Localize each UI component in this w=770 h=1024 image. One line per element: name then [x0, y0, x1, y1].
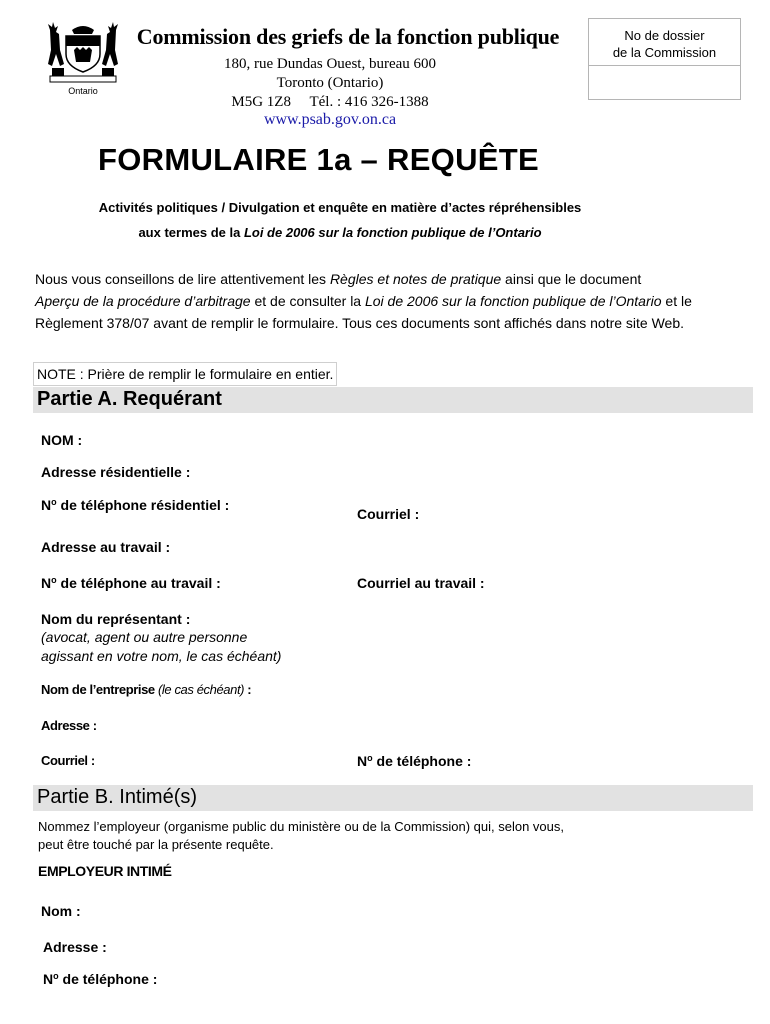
- residential-phone-label: [41, 497, 229, 513]
- respondent-phone-text: de téléphone :: [58, 971, 158, 987]
- intro-text-1: Nous vous conseillons de lire attentivement les: [35, 271, 330, 287]
- form-title: FORMULAIRE 1a – REQUÊTE: [98, 142, 539, 177]
- intro-overview-title: Aperçu de la procédure d’arbitrage: [35, 293, 251, 309]
- respondent-phone-label: [43, 971, 157, 987]
- note-box: NOTE : Prière de remplir le formulaire en entier.: [33, 362, 337, 386]
- part-a-header: [33, 387, 753, 413]
- intro-text-3: et de consulter la: [250, 293, 365, 309]
- respondent-address-label: Adresse :: [43, 939, 107, 955]
- number-abbrev: N: [41, 497, 52, 513]
- number-abbrev: N: [41, 575, 52, 591]
- crest-caption: Ontario: [68, 86, 98, 96]
- part-b-description-line2: peut être touché par la présente requête.: [38, 837, 274, 852]
- intro-rules-title: Règles et notes de pratique: [329, 271, 502, 287]
- part-b-title: Partie B. Intimé(s): [37, 786, 198, 808]
- representative-name-label: Nom du représentant :: [41, 611, 191, 627]
- nom-label: NOM :: [41, 432, 83, 448]
- part-b-description: [38, 818, 658, 854]
- company-name-colon: :: [244, 682, 252, 697]
- intro-law-title: Loi de 2006 sur la fonction publique de l’Ontario: [364, 293, 662, 309]
- number-abbrev-sup: o: [51, 497, 57, 507]
- representative-address-label: Adresse :: [41, 718, 97, 733]
- intro-paragraph: [35, 268, 705, 334]
- commission-file-number-box: [588, 18, 741, 100]
- respondent-employer-heading: EMPLOYEUR INTIMÉ: [38, 863, 172, 879]
- file-number-label-line2: de la Commission: [612, 45, 717, 60]
- intro-text-4: et le Règlement 378/07 avant de remplir le formulaire. Tous ces documents sont affichés dans notre site Web.: [35, 293, 692, 331]
- representative-email-label: Courriel :: [41, 753, 95, 768]
- representative-phone-text: de téléphone :: [372, 753, 472, 769]
- form-subtitle-1: Activités politiques / Divulgation et enquête en matière d’actes répréhensibles: [98, 200, 582, 215]
- company-name-label: [41, 682, 251, 697]
- file-number-label-line1: No de dossier: [624, 28, 705, 43]
- address-line-2: Toronto (Ontario): [276, 75, 384, 91]
- part-a-title: Partie A. Requérant: [37, 388, 222, 410]
- email-label: Courriel :: [357, 506, 420, 522]
- subtitle-prefix: aux termes de la: [138, 225, 244, 240]
- form-subtitle-2: [20, 225, 660, 240]
- residential-phone-text: de téléphone résidentiel :: [56, 497, 230, 513]
- organization-name: Commission des griefs de la fonction publique: [136, 24, 560, 49]
- work-phone-text: de téléphone au travail :: [56, 575, 221, 591]
- number-abbrev: N: [357, 753, 368, 769]
- part-b-header: [33, 785, 753, 811]
- subtitle-law-name: Loi de 2006 sur la fonction publique de l’Ontario: [243, 225, 542, 240]
- number-abbrev: N: [43, 971, 54, 987]
- respondent-name-label: Nom :: [41, 903, 81, 919]
- company-name-text: Nom de l’entreprise: [41, 682, 155, 697]
- residential-address-label: Adresse résidentielle :: [41, 464, 191, 480]
- number-abbrev-sup: o: [51, 575, 57, 585]
- address-line-1: 180, rue Dundas Ouest, bureau 600: [223, 56, 437, 72]
- work-email-label: Courriel au travail :: [357, 575, 485, 591]
- file-number-label: [589, 19, 740, 66]
- work-address-label: Adresse au travail :: [41, 539, 171, 555]
- work-phone-label: [41, 575, 221, 591]
- company-name-note: (le cas échéant): [158, 682, 245, 697]
- part-b-description-line1: Nommez l’employeur (organisme public du ministère ou de la Commission) qui, selon vous,: [38, 819, 564, 834]
- number-abbrev-sup: o: [53, 971, 59, 981]
- website-link[interactable]: www.psab.gov.on.ca: [263, 111, 397, 128]
- representative-note-2: agissant en votre nom, le cas échéant): [41, 648, 282, 664]
- representative-phone-label: [357, 753, 471, 769]
- address-line-3: M5G 1Z8 Tél. : 416 326-1388: [231, 94, 429, 110]
- representative-note-1: (avocat, agent ou autre personne: [41, 629, 248, 645]
- intro-text-2: ainsi que le document: [501, 271, 642, 287]
- number-abbrev-sup: o: [367, 753, 373, 763]
